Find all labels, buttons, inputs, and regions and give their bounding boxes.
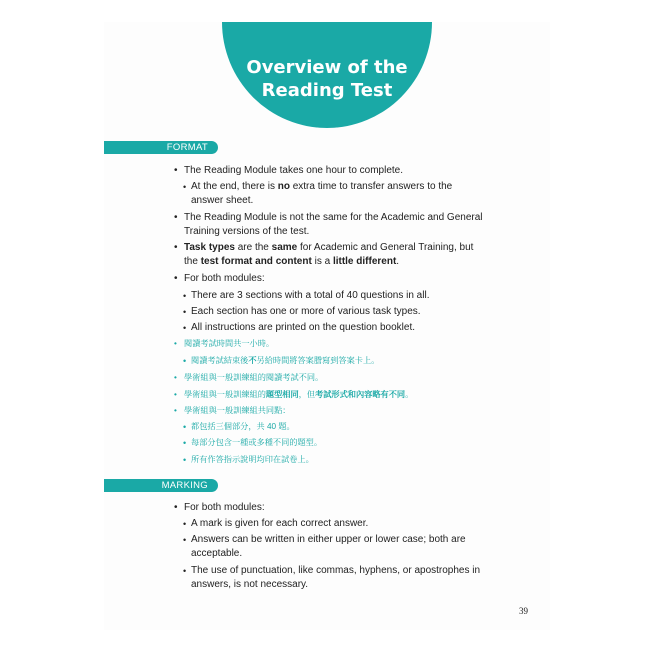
- marking-sub-bullet: • The use of punctuation, like commas, hyphens, or apostrophes in answers, is not necessary.: [183, 565, 481, 590]
- sub-bullet-icon: •: [183, 323, 187, 333]
- zh-bullet-1: • 閱讀考試時間共一小時。: [174, 339, 275, 348]
- sub-bullet-icon: •: [183, 422, 187, 432]
- bullet-icon: •: [174, 242, 178, 253]
- sub-bullet-icon: •: [183, 291, 187, 301]
- zh-bullet-2: • 學術組與一般訓練組的閱讀考試不同。: [174, 373, 324, 382]
- bullet-icon: •: [174, 406, 177, 415]
- format-sub-bullet: • There are 3 sections with a total of 40 questions in all.: [183, 290, 430, 301]
- format-sub-bullet: • At the end, there is no extra time to transfer answers to the answer sheet.: [183, 181, 453, 206]
- format-section-label: FORMAT: [166, 142, 208, 153]
- bullet-icon: •: [174, 212, 178, 223]
- sub-bullet-icon: •: [183, 566, 187, 576]
- sub-bullet-icon: •: [183, 307, 187, 317]
- page-number: 39: [519, 606, 528, 616]
- marking-section-bar: [104, 479, 218, 492]
- format-sub-bullet: • Each section has one or more of various task types.: [183, 306, 421, 317]
- format-bullet-1: • The Reading Module takes one hour to complete.: [174, 165, 404, 176]
- bullet-icon: •: [174, 390, 177, 399]
- sub-bullet-icon: •: [183, 438, 187, 448]
- sub-bullet-icon: •: [183, 356, 187, 366]
- zh-sub-bullet: • 都包括三個部分，共 40 題。: [183, 422, 295, 432]
- sub-bullet-icon: •: [183, 535, 187, 545]
- format-bullet-4: • For both modules:: [174, 273, 265, 284]
- marking-sub-bullet: • Answers can be written in either upper or lower case; both are acceptable.: [183, 534, 466, 559]
- zh-bullet-4: • 學術組與一般訓練組共同點：: [174, 406, 291, 415]
- bullet-icon: •: [174, 273, 178, 284]
- sub-bullet-icon: •: [183, 182, 187, 192]
- bullet-icon: •: [174, 373, 177, 382]
- marking-sub-bullet: • A mark is given for each correct answer.: [183, 518, 369, 529]
- title-line-2: Reading Test: [261, 80, 393, 101]
- format-section-bar: [104, 141, 218, 154]
- zh-sub-bullet: • 閱讀考試結束後不另給時間將答案謄寫到答案卡上。: [183, 356, 380, 366]
- zh-sub-bullet: • 每部分包含一種或多種不同的題型。: [183, 438, 323, 448]
- sub-bullet-icon: •: [183, 455, 187, 465]
- marking-section-label: MARKING: [161, 480, 208, 491]
- sub-bullet-icon: •: [183, 519, 187, 529]
- bullet-icon: •: [174, 165, 178, 176]
- zh-sub-bullet: • 所有作答指示說明均印在試卷上。: [183, 455, 314, 465]
- bullet-icon: •: [174, 502, 178, 513]
- marking-bullet-1: • For both modules:: [174, 502, 265, 513]
- title-line-1: Overview of the: [246, 57, 408, 78]
- zh-bullet-3: • 學術組與一般訓練組的題型相同，但考試形式和內容略有不同。: [174, 390, 414, 399]
- page-title: [222, 56, 432, 102]
- format-sub-bullet: • All instructions are printed on the question booklet.: [183, 322, 416, 333]
- format-bullet-3: • Task types are the same for Academic and General Training, but the test format and content is a little different.: [174, 242, 474, 267]
- format-bullet-2: • The Reading Module is not the same for the Academic and General Training versions of the test.: [174, 212, 483, 237]
- bullet-icon: •: [174, 339, 177, 348]
